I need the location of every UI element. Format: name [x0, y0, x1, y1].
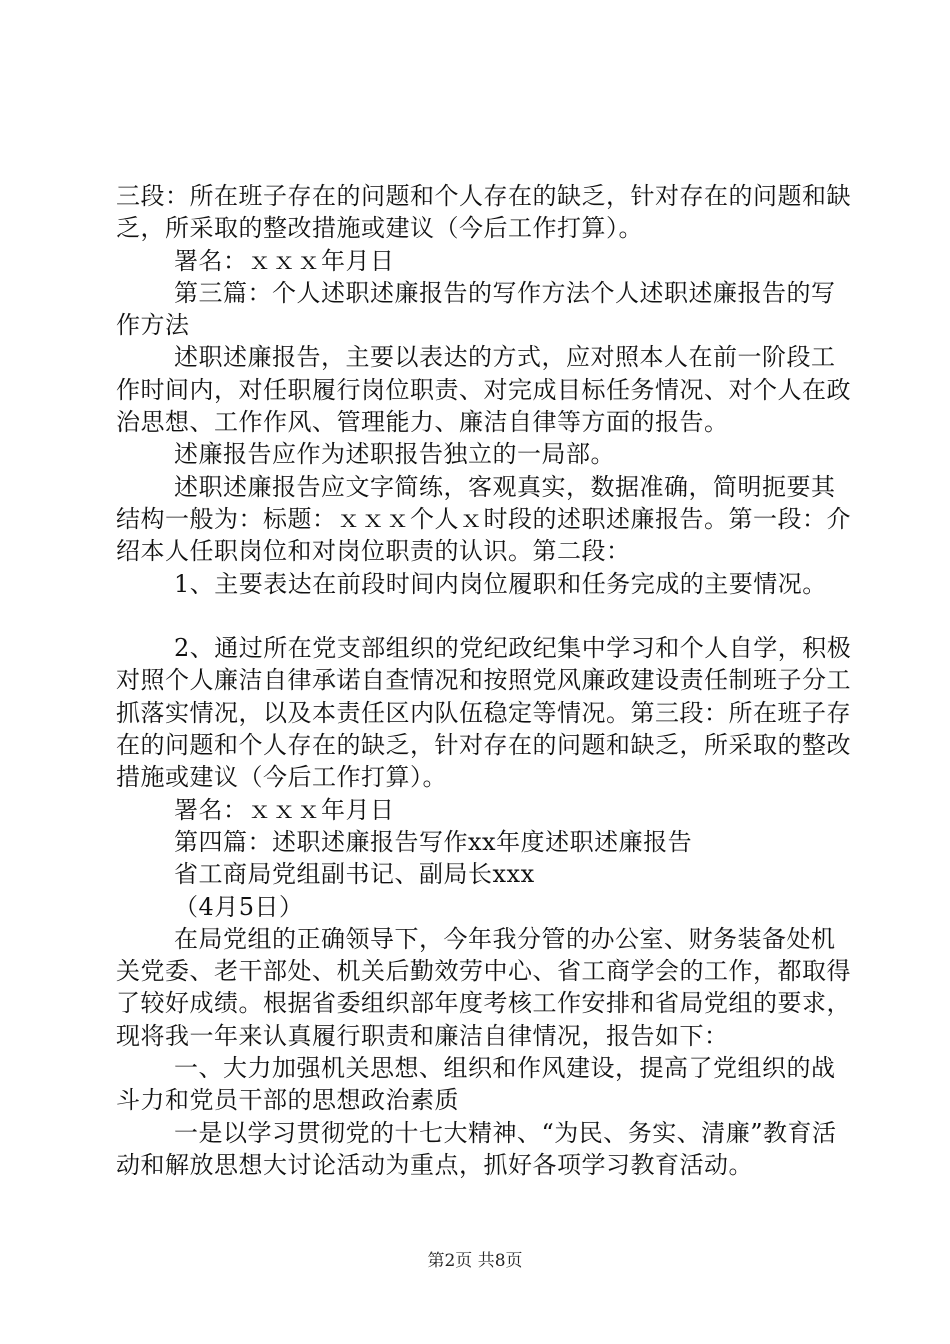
paragraph: 在局党组的正确领导下，今年我分管的办公室、财务装备处机关党委、老干部处、机关后勤效劳中心、省工商学会的工作，都取得了较好成绩。根据省委组织部年度考核工作安排和省局党组的要求，现将我一年来认真履行职责和廉洁自律情况，报告如下： — [116, 924, 851, 1050]
blank-line — [116, 600, 856, 632]
paragraph: 署名：ｘｘｘ年月日 — [174, 246, 395, 275]
paragraph: 一、大力加强机关思想、组织和作风建设，提高了党组织的战斗力和党员干部的思想政治素质 — [116, 1054, 836, 1115]
paragraph: 署名：ｘｘｘ年月日 — [174, 795, 395, 824]
paragraph: 2、通过所在党支部组织的党纪政纪集中学习和个人自学，积极对照个人廉洁自律承诺自查情况和按照党风廉政建设责任制班子分工抓落实情况，以及本责任区内队伍稳定等情况。第三段：所在班子存在的问题和个人存在的缺乏，针对存在的问题和缺乏，所采取的整改措施或建议（今后工作打算）。 — [116, 634, 852, 792]
paragraph: 三段：所在班子存在的问题和个人存在的缺乏，针对存在的问题和缺乏，所采取的整改措施或建议（今后工作打算）。 — [116, 182, 851, 243]
paragraph: 述职述廉报告应文字简练，客观真实，数据准确，简明扼要其结构一般为：标题：ｘｘｘ个人ｘ时段的述职述廉报告。第一段：介绍本人任职岗位和对岗位职责的认识。第二段： — [116, 472, 851, 566]
paragraph: 第四篇：述职述廉报告写作xx年度述职述廉报告 — [174, 827, 693, 856]
paragraph: 1、主要表达在前段时间内岗位履职和任务完成的主要情况。 — [174, 569, 827, 598]
page-footer: 第2页 共8页 — [427, 1251, 523, 1271]
document-body — [116, 180, 856, 1181]
paragraph: （4月5日） — [174, 892, 304, 921]
paragraph: 省工商局党组副书记、副局长xxx — [174, 860, 535, 889]
paragraph: 第三篇：个人述职述廉报告的写作方法个人述职述廉报告的写作方法 — [116, 278, 836, 340]
paragraph: 述廉报告应作为述职报告独立的一局部。 — [174, 440, 615, 469]
paragraph: 一是以学习贯彻党的十七大精神、“为民、务实、清廉”教育活动和解放思想大讨论活动为重点，抓好各项学习教育活动。 — [116, 1118, 837, 1179]
paragraph: 述职述廉报告，主要以表达的方式，应对照本人在前一阶段工作时间内，对任职履行岗位职责、对完成目标任务情况、对个人在政治思想、工作作风、管理能力、廉洁自律等方面的报告。 — [116, 343, 851, 437]
